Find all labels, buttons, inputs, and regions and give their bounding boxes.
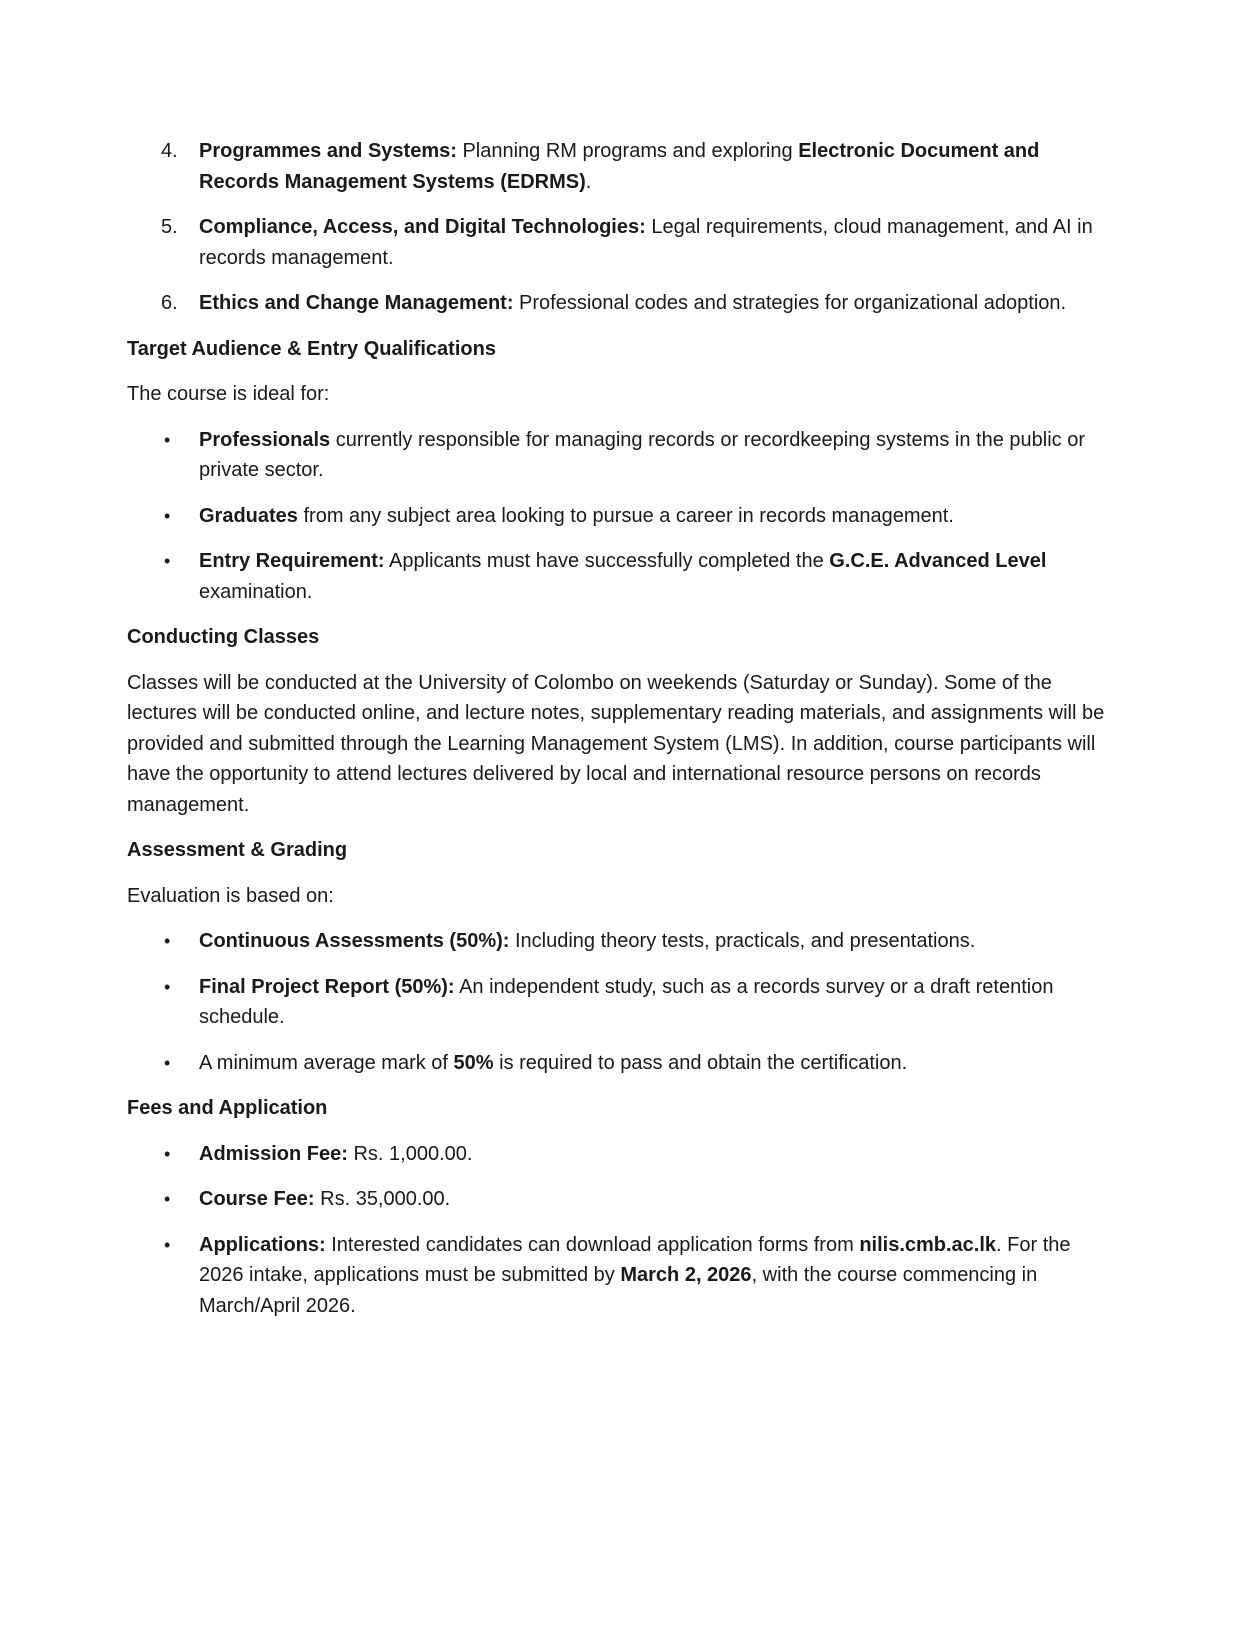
numbered-list-item — [127, 136, 1114, 197]
bullet-item — [127, 501, 1114, 532]
bullet-icon: • — [164, 551, 171, 571]
list-item-text: Programmes and Systems: Planning RM programs and exploring Electronic Document and Records Management Systems (EDRMS). — [199, 140, 1040, 193]
bullet-item-text: Graduates from any subject area looking to pursue a career in records management. — [199, 504, 954, 527]
bullet-item — [127, 425, 1114, 486]
fees-bullet-list — [127, 1139, 1114, 1322]
assessment-bullet-list — [127, 926, 1114, 1078]
conducting-classes-paragraph: Classes will be conducted at the University of Colombo on weekends (Saturday or Sunday). Some of the lectures will be conducted online, and lecture notes, supplementary reading materials, and assignments will be provided and submitted through the Learning Management System (LMS). In addition, course participants will have the opportunity to attend lectures delivered by local and international resource persons on records management. — [127, 671, 1105, 816]
list-number: 5. — [161, 216, 178, 238]
bullet-item — [127, 546, 1114, 607]
bullet-icon: • — [164, 505, 171, 526]
section-heading-assessment-grading: Assessment & Grading — [127, 839, 348, 861]
bullet-item-text: Admission Fee: Rs. 1,000.00. — [199, 1142, 473, 1165]
bullet-icon: • — [164, 1143, 171, 1164]
bullet-icon: • — [164, 1234, 171, 1255]
list-number: 4. — [161, 140, 178, 162]
target-audience-intro: The course is ideal for: — [127, 383, 330, 405]
section-heading-fees-application: Fees and Application — [127, 1097, 328, 1119]
numbered-list-item — [127, 212, 1114, 273]
target-audience-bullet-list — [127, 425, 1114, 608]
bullet-item — [127, 972, 1114, 1033]
bullet-item-text: Applications: Interested candidates can download application forms from nilis.cmb.ac.lk. For the 2026 intake, applications must be submitted by March 2, 2026, with the course commencing in March/April 2026. — [199, 1233, 1071, 1317]
bullet-item-text: Course Fee: Rs. 35,000.00. — [199, 1188, 451, 1210]
bullet-item — [127, 1048, 1114, 1079]
section-heading-target-audience: Target Audience & Entry Qualifications — [127, 337, 496, 360]
bullet-item — [127, 926, 1114, 957]
section-heading-conducting-classes: Conducting Classes — [127, 626, 320, 648]
bullet-icon: • — [164, 931, 171, 951]
numbered-list — [127, 136, 1114, 319]
bullet-icon: • — [164, 1189, 171, 1209]
list-number: 6. — [161, 292, 178, 314]
bullet-item — [127, 1139, 1114, 1170]
assessment-intro: Evaluation is based on: — [127, 884, 334, 907]
bullet-item-text: Entry Requirement: Applicants must have successfully completed the G.C.E. Advanced Level examination. — [199, 550, 1047, 603]
bullet-item-text: Professionals currently responsible for managing records or recordkeeping systems in the public or private sector. — [199, 428, 1085, 481]
numbered-list-item — [127, 288, 1114, 319]
bullet-item-text: A minimum average mark of 50% is required to pass and obtain the certification. — [199, 1051, 908, 1074]
bullet-icon: • — [164, 1052, 171, 1073]
list-item-text: Compliance, Access, and Digital Technologies: Legal requirements, cloud management, and AI in records management. — [199, 216, 1093, 269]
bullet-item-text: Final Project Report (50%): An independent study, such as a records survey or a draft retention schedule. — [199, 975, 1054, 1028]
bullet-icon: • — [164, 976, 171, 997]
bullet-item — [127, 1230, 1114, 1322]
bullet-item-text: Continuous Assessments (50%): Including theory tests, practicals, and presentations. — [199, 930, 976, 952]
list-item-text: Ethics and Change Management: Professional codes and strategies for organizational adoption. — [199, 292, 1067, 314]
bullet-item — [127, 1184, 1114, 1215]
bullet-icon: • — [164, 429, 171, 450]
